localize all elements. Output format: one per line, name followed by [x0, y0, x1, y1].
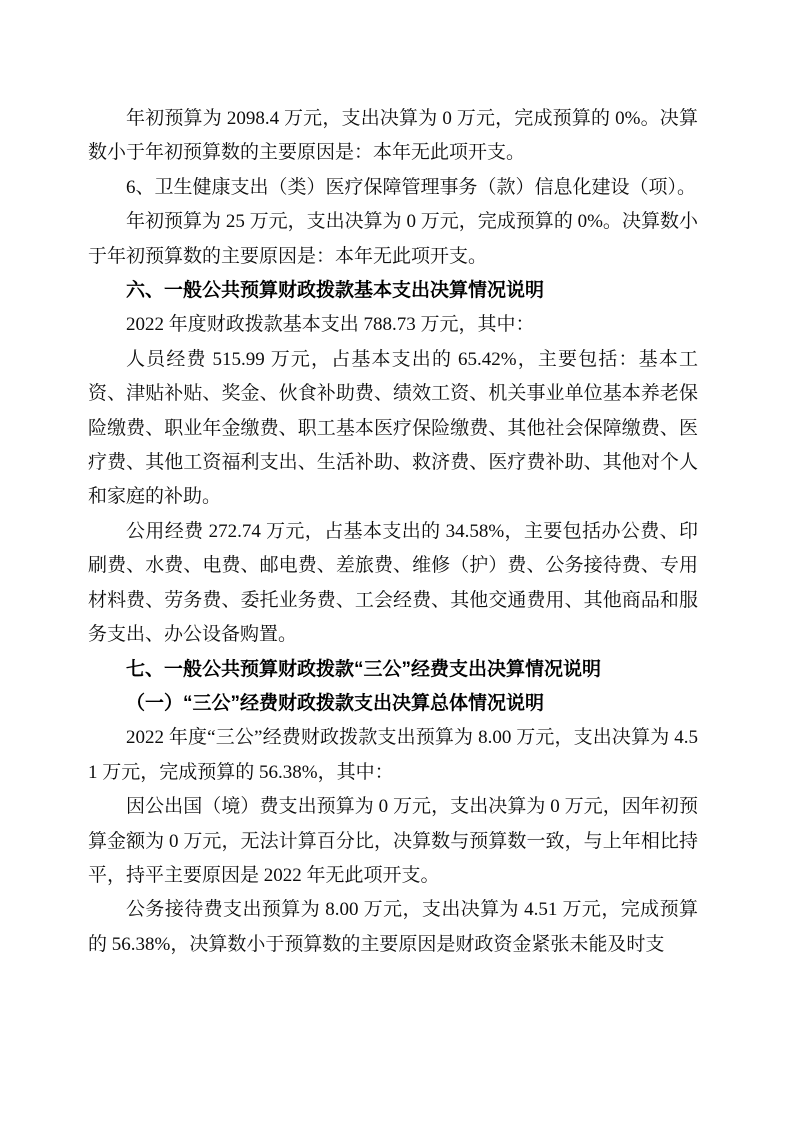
document-body [88, 102, 698, 962]
paragraph: 年初预算为 25 万元，支出决算为 0 万元，完成预算的 0%。决算数小于年初预算数的主要原因是：本年无此项开支。 [88, 211, 698, 267]
paragraph: 人员经费 515.99 万元，占基本支出的 65.42%，主要包括：基本工资、津贴补贴、奖金、伙食补助费、绩效工资、机关事业单位基本养老保险缴费、职业年金缴费、职工基本医疗保险缴费、其他社会保障缴费、医疗费、其他工资福利支出、生活补助、救济费、医疗费补助、其他对个人和家庭的补助。 [88, 348, 698, 508]
paragraph: 6、卫生健康支出（类）医疗保障管理事务（款）信息化建设（项）。 [126, 176, 697, 198]
paragraph: 公用经费 272.74 万元，占基本支出的 34.58%，主要包括办公费、印刷费、水费、电费、邮电费、差旅费、维修（护）费、公务接待费、专用材料费、劳务费、委托业务费、工会经费、其他交通费用、其他商品和服务支出、办公设备购置。 [88, 520, 698, 646]
paragraph: 公务接待费支出预算为 8.00 万元，支出决算为 4.51 万元，完成预算的 56.38%，决算数小于预算数的主要原因是财政资金紧张未能及时支 [88, 899, 698, 955]
paragraph: 年初预算为 2098.4 万元，支出决算为 0 万元，完成预算的 0%。决算数小于年初预算数的主要原因是：本年无此项开支。 [88, 108, 698, 164]
section-heading: （一）“三公”经费财政拨款支出决算总体情况说明 [126, 692, 545, 714]
section-heading: 七、一般公共预算财政拨款“三公”经费支出决算情况说明 [126, 658, 602, 680]
paragraph: 2022 年度“三公”经费财政拨款支出预算为 8.00 万元，支出决算为 4.51 万元，完成预算的 56.38%，其中： [88, 727, 698, 783]
paragraph: 因公出国（境）费支出预算为 0 万元，支出决算为 0 万元，因年初预算金额为 0 万元，无法计算百分比，决算数与预算数一致，与上年相比持平，持平主要原因是 2022 年无此项开支。 [88, 796, 698, 886]
paragraph: 2022 年度财政拨款基本支出 788.73 万元，其中： [126, 314, 535, 336]
section-heading: 六、一般公共预算财政拨款基本支出决算情况说明 [126, 280, 545, 302]
